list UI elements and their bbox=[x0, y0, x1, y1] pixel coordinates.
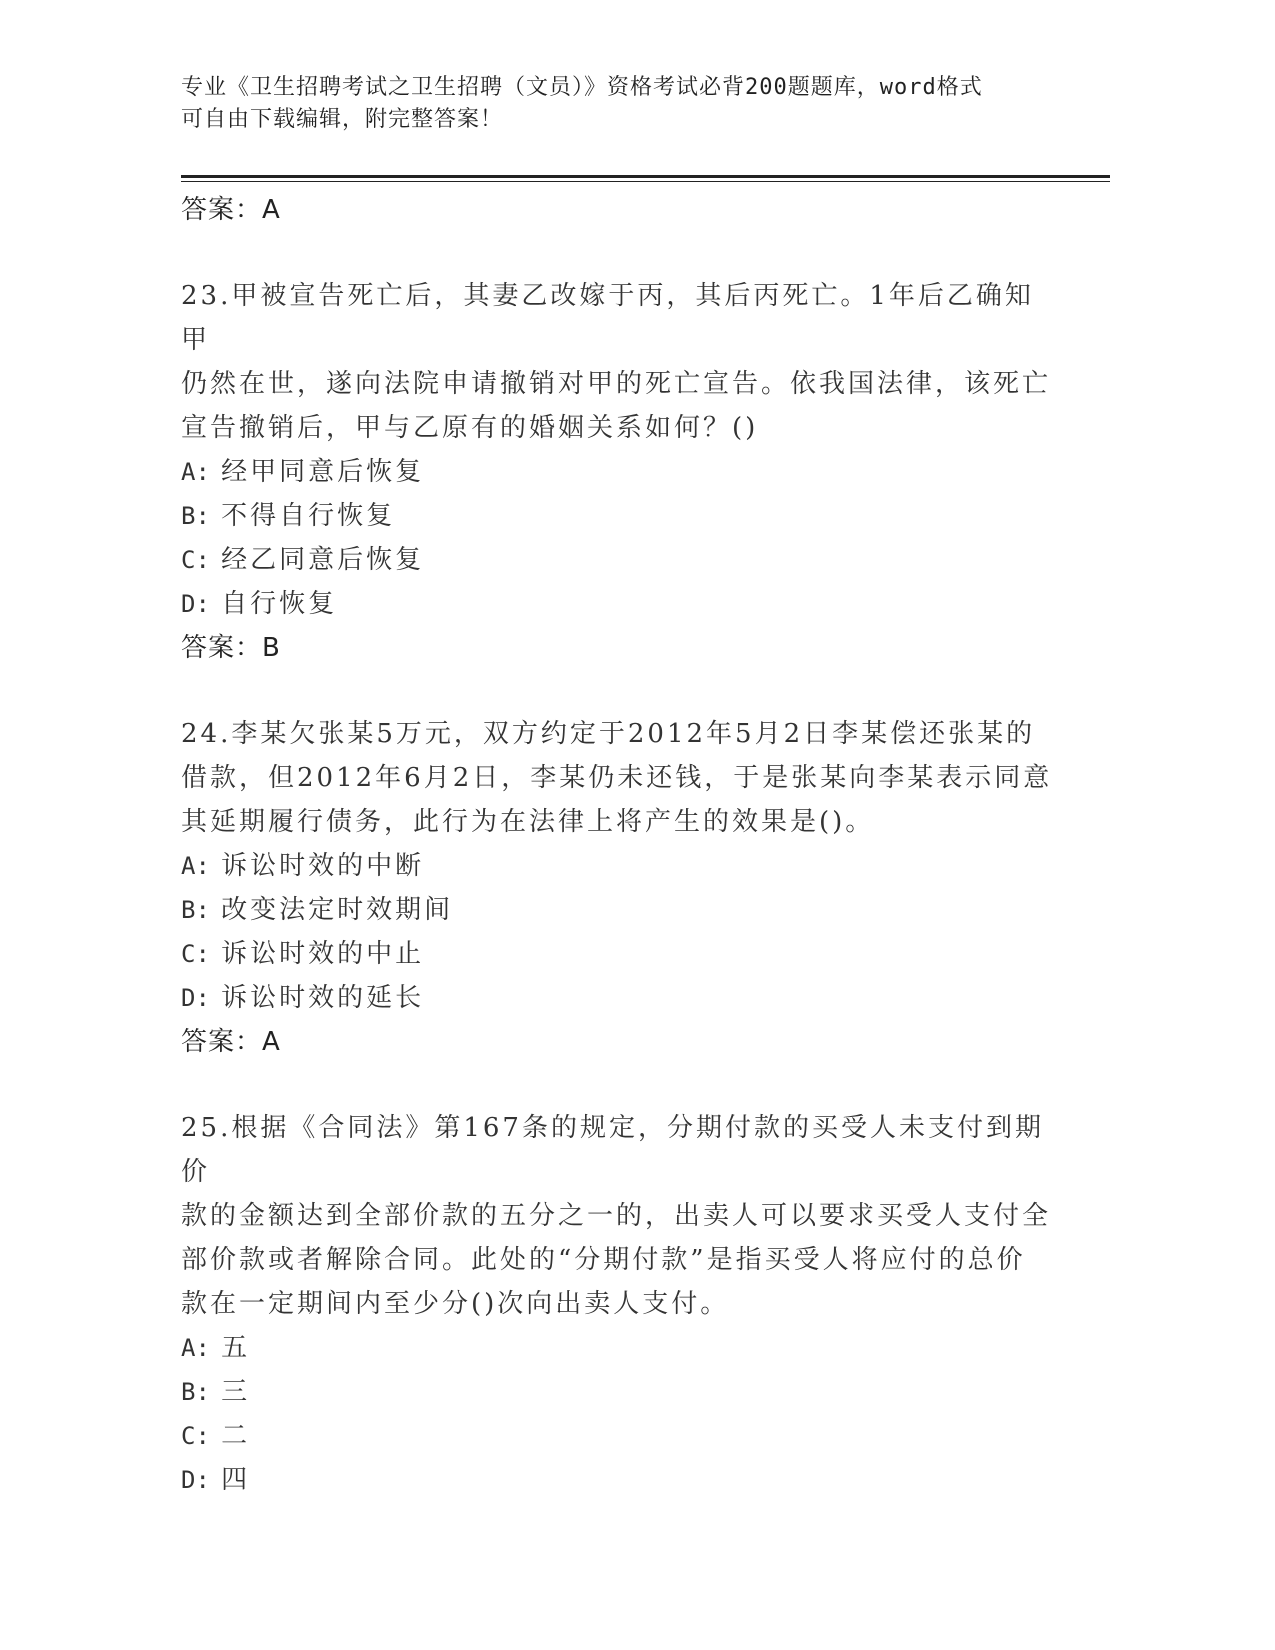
option-letter: A: bbox=[181, 852, 210, 880]
stem-line: 部价款或者解除合同。此处的“分期付款”是指买受人将应付的总价 bbox=[181, 1245, 1026, 1275]
option-d bbox=[181, 582, 1061, 626]
option-text: 四 bbox=[221, 1465, 251, 1495]
option-text: 诉讼时效的中断 bbox=[221, 851, 425, 881]
option-a bbox=[181, 844, 1061, 888]
option-text: 三 bbox=[221, 1377, 251, 1407]
question-25 bbox=[181, 1106, 1061, 1502]
question-stem bbox=[181, 1106, 1061, 1326]
stem-line: 借款，但2012年6月2日，李某仍未还钱，于是张某向李某表示同意 bbox=[181, 763, 1053, 793]
option-letter: B: bbox=[181, 896, 210, 924]
option-b bbox=[181, 888, 1061, 932]
question-stem bbox=[181, 274, 1061, 450]
option-a bbox=[181, 1326, 1061, 1370]
option-text: 二 bbox=[221, 1421, 251, 1451]
document-header bbox=[181, 72, 1061, 136]
header-line-2: 可自由下载编辑，附完整答案！ bbox=[181, 107, 504, 132]
previous-answer: 答案：A bbox=[181, 195, 281, 225]
option-c bbox=[181, 932, 1061, 976]
stem-line: 其延期履行债务，此行为在法律上将产生的效果是()。 bbox=[181, 807, 875, 837]
option-text: 五 bbox=[221, 1333, 251, 1363]
question-24 bbox=[181, 712, 1061, 1064]
option-letter: A: bbox=[181, 1334, 210, 1362]
option-letter: C: bbox=[181, 546, 210, 574]
answer-line: 答案：A bbox=[181, 1027, 281, 1057]
stem-line: 24.李某欠张某5万元，双方约定于2012年5月2日李某偿还张某的 bbox=[181, 719, 1036, 749]
stem-line: 款的金额达到全部价款的五分之一的，出卖人可以要求买受人支付全 bbox=[181, 1201, 1052, 1231]
option-letter: A: bbox=[181, 458, 210, 486]
question-23 bbox=[181, 274, 1061, 670]
option-letter: C: bbox=[181, 1422, 210, 1450]
header-rule-thick bbox=[181, 175, 1110, 178]
option-letter: D: bbox=[181, 1466, 210, 1494]
option-d bbox=[181, 1458, 1061, 1502]
stem-line: 款在一定期间内至少分()次向出卖人支付。 bbox=[181, 1289, 730, 1319]
option-letter: D: bbox=[181, 590, 210, 618]
option-b bbox=[181, 1370, 1061, 1414]
header-line-1: 专业《卫生招聘考试之卫生招聘（文员）》资格考试必背200题题库，word格式 bbox=[181, 75, 983, 100]
option-text: 改变法定时效期间 bbox=[221, 895, 454, 925]
option-text: 诉讼时效的延长 bbox=[221, 983, 425, 1013]
option-text: 经乙同意后恢复 bbox=[221, 545, 425, 575]
header-rule-thin bbox=[181, 181, 1110, 182]
stem-line: 仍然在世，遂向法院申请撤销对甲的死亡宣告。依我国法律，该死亡 bbox=[181, 369, 1052, 399]
option-letter: B: bbox=[181, 502, 210, 530]
option-letter: B: bbox=[181, 1378, 210, 1406]
option-d bbox=[181, 976, 1061, 1020]
option-a bbox=[181, 450, 1061, 494]
stem-line: 23.甲被宣告死亡后，其妻乙改嫁于丙，其后丙死亡。1年后乙确知甲 bbox=[181, 281, 1034, 355]
document-body bbox=[181, 188, 1061, 1502]
option-letter: C: bbox=[181, 940, 210, 968]
question-stem bbox=[181, 712, 1061, 844]
option-b bbox=[181, 494, 1061, 538]
option-text: 经甲同意后恢复 bbox=[221, 457, 425, 487]
option-text: 诉讼时效的中止 bbox=[221, 939, 425, 969]
stem-line: 25.根据《合同法》第167条的规定，分期付款的买受人未支付到期价 bbox=[181, 1113, 1044, 1187]
stem-line: 宣告撤销后，甲与乙原有的婚姻关系如何？() bbox=[181, 413, 759, 443]
option-text: 不得自行恢复 bbox=[221, 501, 396, 531]
option-c bbox=[181, 538, 1061, 582]
option-letter: D: bbox=[181, 984, 210, 1012]
option-c bbox=[181, 1414, 1061, 1458]
option-text: 自行恢复 bbox=[221, 589, 338, 619]
answer-line: 答案：B bbox=[181, 633, 281, 663]
